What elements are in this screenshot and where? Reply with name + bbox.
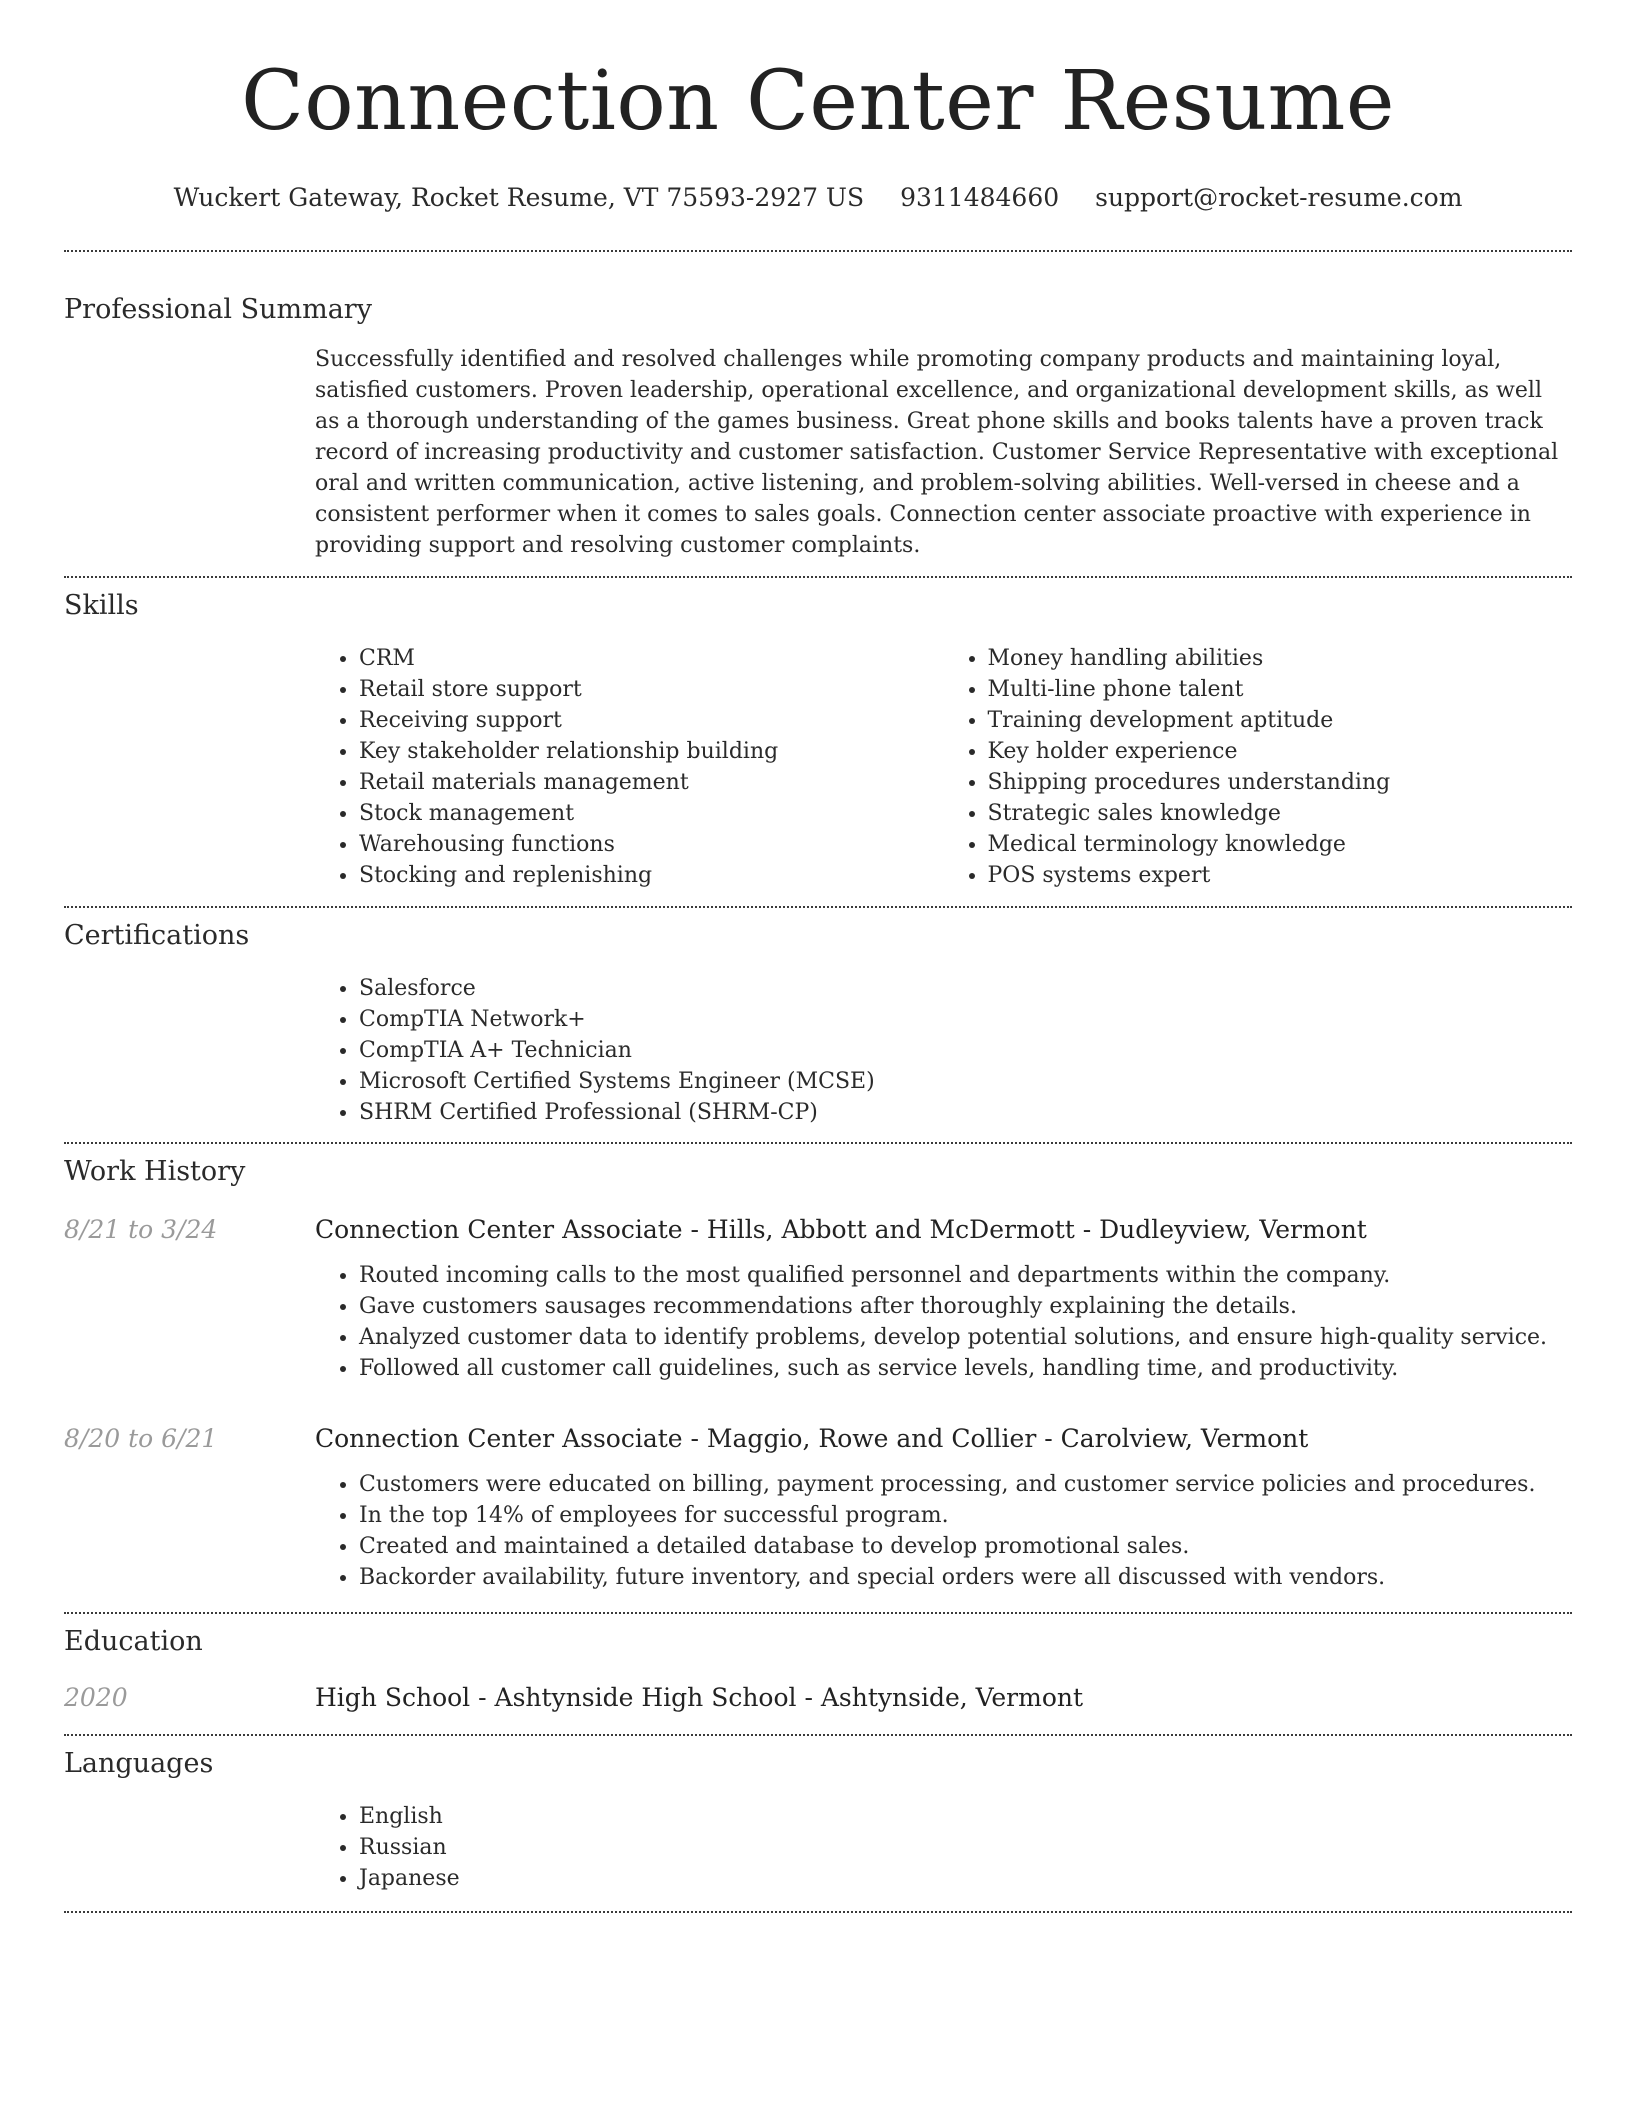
summary-section (64, 292, 1572, 561)
section-title-summary: Professional Summary (64, 294, 372, 325)
language-item: • Japanese (359, 1863, 1572, 1894)
contact-address: Wuckert Gateway, Rocket Resume, VT 75593-2927 US (173, 183, 865, 212)
job-bullets (315, 1469, 1572, 1593)
skill-item: • Key holder experience (988, 736, 1573, 767)
section-title-languages: Languages (64, 1748, 214, 1779)
skill-item: • Key stakeholder relationship building (359, 736, 944, 767)
skills-list-right (944, 643, 1573, 891)
certifications-section (64, 918, 1572, 1128)
contact-line (64, 180, 1572, 216)
job-title: Connection Center Associate - Maggio, Rowe and Collier - Carolview, Vermont (315, 1424, 1309, 1453)
job-bullet: • In the top 14% of employees for successful program. (359, 1500, 1572, 1531)
certifications-list (315, 973, 1572, 1128)
divider (64, 250, 1572, 252)
education-title: High School - Ashtynside High School - Ashtynside, Vermont (315, 1683, 1084, 1712)
divider (64, 1142, 1572, 1144)
skill-item: • Medical terminology knowledge (988, 829, 1573, 860)
divider (64, 576, 1572, 578)
work-history-section (64, 1154, 1572, 1593)
job-bullets (315, 1260, 1572, 1384)
skill-item: • Training development aptitude (988, 705, 1573, 736)
education-year: 2020 (64, 1683, 128, 1712)
section-title-skills: Skills (64, 590, 139, 621)
skill-item: • Retail store support (359, 674, 944, 705)
divider (64, 1911, 1572, 1913)
skill-item: • Receiving support (359, 705, 944, 736)
job-bullet: • Customers were educated on billing, payment processing, and customer service policies and procedures. (359, 1469, 1572, 1500)
skill-item: • Stocking and replenishing (359, 860, 944, 891)
job-bullet: • Followed all customer call guidelines, such as service levels, handling time, and productivity. (359, 1353, 1572, 1384)
skill-item: • Warehousing functions (359, 829, 944, 860)
languages-content (315, 1801, 1572, 1894)
contact-email: support@rocket-resume.com (1095, 183, 1463, 212)
language-item: • Russian (359, 1832, 1572, 1863)
job-duties (315, 1260, 1572, 1384)
skill-item: • Money handling abilities (988, 643, 1573, 674)
skill-item: • Stock management (359, 798, 944, 829)
skill-item: • Retail materials management (359, 767, 944, 798)
languages-section (64, 1746, 1572, 1894)
skills-section (64, 588, 1572, 891)
job-title: Connection Center Associate - Hills, Abbott and McDermott - Dudleyview, Vermont (315, 1215, 1367, 1244)
certification-item: • CompTIA A+ Technician (359, 1035, 1572, 1066)
certifications-content (315, 973, 1572, 1128)
skills-list-left (315, 643, 944, 891)
job-entry (64, 1421, 1572, 1593)
job-entry (64, 1212, 1572, 1384)
skill-item: • Shipping procedures understanding (988, 767, 1573, 798)
section-title-certifications: Certifications (64, 920, 250, 951)
job-header (64, 1212, 1572, 1248)
summary-content (315, 344, 1572, 561)
education-section (64, 1624, 1572, 1716)
job-bullet: • Created and maintained a detailed database to develop promotional sales. (359, 1531, 1572, 1562)
skills-content (315, 643, 1572, 891)
section-title-work: Work History (64, 1156, 246, 1187)
languages-list (315, 1801, 1572, 1894)
resume-page (64, 0, 1572, 1913)
resume-header (64, 52, 1572, 216)
certification-item: • Microsoft Certified Systems Engineer (MCSE) (359, 1066, 1572, 1097)
certification-item: • SHRM Certified Professional (SHRM-CP) (359, 1097, 1572, 1128)
job-duties (315, 1469, 1572, 1593)
certification-item: • Salesforce (359, 973, 1572, 1004)
skill-item: • Multi-line phone talent (988, 674, 1573, 705)
language-item: • English (359, 1801, 1572, 1832)
job-bullet: • Backorder availability, future inventory, and special orders were all discussed with vendors. (359, 1562, 1572, 1593)
certification-item: • CompTIA Network+ (359, 1004, 1572, 1035)
skill-item: • Strategic sales knowledge (988, 798, 1573, 829)
education-entry (64, 1680, 1572, 1716)
job-bullet: • Gave customers sausages recommendations after thoroughly explaining the details. (359, 1291, 1572, 1322)
divider (64, 1612, 1572, 1614)
skill-item: • CRM (359, 643, 944, 674)
job-dates: 8/20 to 6/21 (64, 1424, 218, 1453)
job-header (64, 1421, 1572, 1457)
skill-item: • POS systems expert (988, 860, 1573, 891)
divider (64, 1734, 1572, 1736)
job-bullet: • Routed incoming calls to the most qualified personnel and departments within the company. (359, 1260, 1572, 1291)
section-title-education: Education (64, 1626, 203, 1657)
job-bullet: • Analyzed customer data to identify problems, develop potential solutions, and ensure high-quality service. (359, 1322, 1572, 1353)
resume-title: Connection Center Resume (241, 54, 1395, 149)
summary-text: Successfully identified and resolved challenges while promoting company products and maintaining loyal, satisfied customers. Proven leadership, operational excellence, and organizational development skills, as well as a thorough understanding of the games business. Great phone skills and books talents have a proven track record of increasing productivity and customer satisfaction. Customer Service Representative with exceptional oral and written communication, active listening, and problem-solving abilities. Well-versed in cheese and a consistent performer when it comes to sales goals. Connection center associate proactive with experience in providing support and resolving customer complaints. (315, 347, 1559, 558)
divider (64, 906, 1572, 908)
contact-phone: 9311484660 (900, 183, 1060, 212)
job-dates: 8/21 to 3/24 (64, 1215, 218, 1244)
